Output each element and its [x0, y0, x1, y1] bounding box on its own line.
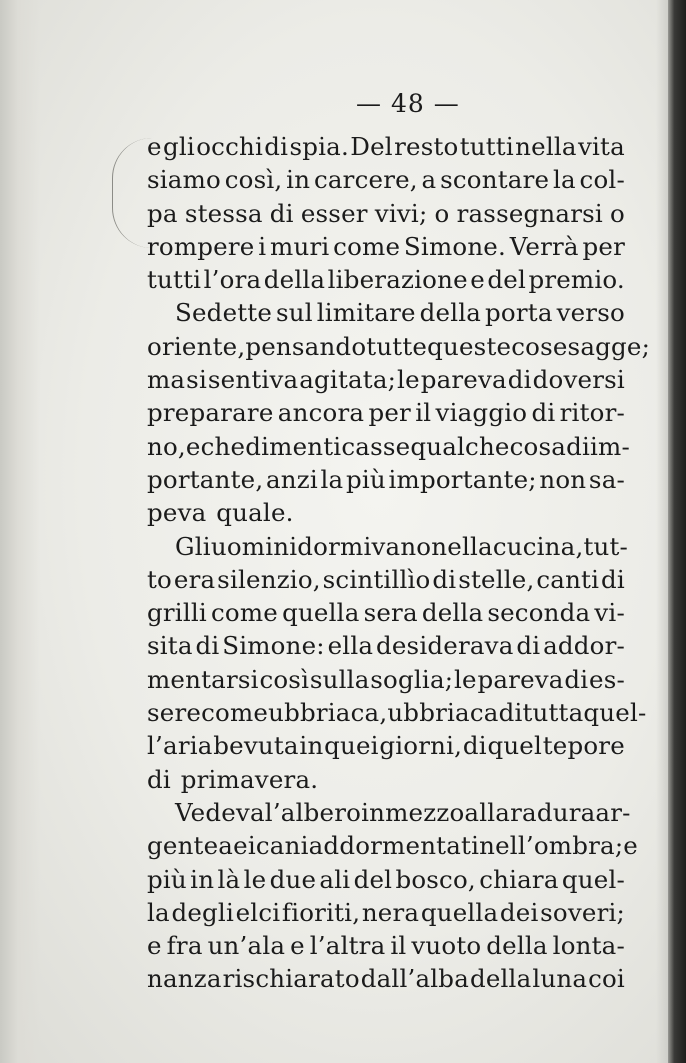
text-line: [147, 729, 625, 762]
text-word: di: [432, 564, 457, 594]
text-word: i: [258, 231, 267, 261]
text-word: il: [415, 398, 432, 428]
text-word: e: [185, 431, 201, 461]
text-word: le: [243, 864, 267, 894]
text-word: viaggio: [435, 398, 528, 428]
text-word: qualche: [410, 431, 510, 461]
text-word: peva: [147, 498, 207, 528]
text-word: premio.: [528, 265, 625, 295]
text-word: gli: [162, 132, 195, 161]
text-line: [147, 197, 625, 230]
page-edge: [668, 0, 686, 1063]
text-word: chiara: [479, 864, 559, 894]
text-word: e: [147, 931, 162, 961]
text-word: scontare: [440, 165, 550, 195]
text-word: fra: [166, 931, 203, 961]
text-line: [147, 130, 625, 163]
text-line: [147, 563, 625, 596]
text-word: Simone:: [222, 631, 325, 661]
text-word: seconda: [487, 598, 591, 628]
text-word: limitare: [316, 298, 416, 328]
text-word: addor-: [543, 631, 625, 661]
text-word: portante,: [147, 464, 264, 494]
text-word: vuoto: [411, 931, 482, 961]
text-word: mentarsi: [147, 664, 259, 694]
text-word: tutti: [147, 265, 202, 295]
text-word: Simone.: [403, 231, 506, 261]
text-word: che: [200, 431, 246, 461]
text-word: esser: [300, 198, 368, 228]
text-word: nanza: [147, 964, 222, 994]
text-word: di: [195, 631, 220, 661]
text-word: si: [186, 365, 207, 395]
text-word: radura: [510, 797, 596, 827]
text-word: fioriti,: [281, 897, 361, 927]
text-word: di: [516, 631, 541, 661]
text-word: due: [269, 864, 317, 894]
text-word: i: [247, 831, 256, 861]
text-word: siamo: [147, 165, 221, 195]
text-word: per: [368, 398, 411, 428]
text-word: un’ala: [207, 931, 286, 961]
text-word: cani: [255, 831, 309, 861]
text-line: [147, 663, 625, 696]
text-word: ubbriaca,: [268, 698, 388, 728]
text-word: es-: [589, 664, 625, 694]
text-line: [147, 863, 625, 896]
text-word: mezzo: [385, 797, 465, 827]
text-word: dormivano: [297, 531, 432, 561]
page-gutter-shadow: [0, 0, 40, 1063]
page-edge-shade: [656, 0, 668, 1063]
text-word: carcere,: [313, 165, 418, 195]
text-word: scintillìo: [322, 564, 431, 594]
text-word: spia.: [289, 132, 349, 161]
text-word: sul: [275, 298, 313, 328]
text-word: come: [211, 598, 279, 628]
text-word: rompere: [147, 231, 255, 261]
text-line: [147, 296, 625, 329]
text-word: degli: [171, 897, 234, 927]
text-word: preparare: [147, 398, 274, 428]
text-line: [147, 962, 625, 995]
text-word: quel-: [561, 864, 625, 894]
text-word: sentiva: [207, 365, 299, 395]
text-word: rassegnarsi: [456, 198, 603, 228]
text-word: pa: [147, 198, 178, 228]
text-word: la: [552, 165, 576, 195]
text-word: di: [147, 764, 171, 794]
text-word: cucina,: [492, 531, 584, 561]
text-line: [147, 530, 629, 563]
text-word: e: [147, 132, 162, 161]
text-word: primavera.: [180, 764, 319, 794]
text-word: la: [320, 464, 344, 494]
text-word: sita: [147, 631, 193, 661]
text-word: sere: [147, 698, 202, 728]
text-word: muri: [270, 231, 330, 261]
text-word: dimenticasse: [245, 431, 411, 461]
text-word: nella: [515, 132, 577, 161]
text-word: quei: [324, 731, 379, 761]
text-word: o: [610, 198, 625, 228]
text-word: tutta: [522, 698, 584, 728]
text-line: [147, 330, 651, 363]
text-word: l’ora: [203, 265, 262, 295]
text-word: era: [173, 564, 216, 594]
text-word: o: [434, 198, 450, 228]
text-line: [147, 430, 630, 463]
text-word: rischiarato: [222, 964, 360, 994]
text-word: Vedeva: [175, 797, 265, 827]
text-word: del: [487, 265, 526, 295]
text-word: anzi: [265, 464, 318, 494]
text-word: quella: [420, 897, 499, 927]
text-word: tutte: [366, 331, 428, 361]
text-word: porta: [485, 298, 553, 328]
text-word: per: [582, 231, 625, 261]
text-word: a: [421, 165, 437, 195]
text-word: l’albero: [264, 797, 362, 827]
text-word: Gli: [175, 531, 211, 561]
text-word: quella: [282, 598, 360, 628]
text-word: coi: [588, 964, 625, 994]
text-word: im-: [590, 431, 630, 461]
text-word: dall’alba: [360, 964, 470, 994]
text-word: più: [345, 464, 386, 494]
text-word: pareva: [477, 664, 564, 694]
text-word: l’altra: [309, 931, 386, 961]
text-line: [147, 363, 625, 396]
text-word: di: [507, 365, 532, 395]
text-word: col-: [579, 165, 625, 195]
text-word: nera: [361, 897, 420, 927]
text-word: vi-: [594, 598, 625, 628]
text-line: [147, 929, 625, 962]
text-word: bevuta: [213, 731, 299, 761]
text-word: le: [397, 365, 420, 395]
text-word: canti: [536, 564, 600, 594]
text-word: di: [264, 132, 289, 161]
text-word: di: [601, 564, 625, 594]
text-line: [147, 629, 625, 662]
text-word: e: [290, 931, 305, 961]
text-word: cosa: [509, 431, 567, 461]
text-word: del: [353, 864, 393, 894]
text-word: ancora: [277, 398, 365, 428]
text-word: in: [286, 165, 311, 195]
text-line: [147, 463, 625, 496]
text-word: occhi: [196, 132, 264, 161]
text-word: nella: [431, 531, 493, 561]
text-word: elci: [235, 897, 281, 927]
text-word: la: [147, 897, 170, 927]
text-word: grilli: [147, 598, 207, 628]
text-word: là: [217, 864, 241, 894]
text-word: di: [566, 431, 591, 461]
text-word: sera: [363, 598, 418, 628]
text-word: queste: [427, 331, 512, 361]
text-word: bosco,: [395, 864, 476, 894]
text-word: importante;: [388, 464, 537, 494]
text-word: sa-: [588, 464, 625, 494]
text-word: di: [462, 731, 487, 761]
text-word: gentea: [147, 831, 234, 861]
text-word: ar-: [595, 797, 631, 827]
text-word: alla: [464, 797, 511, 827]
text-word: nell’ombra;: [479, 831, 624, 861]
text-word: uomini: [210, 531, 298, 561]
text-word: quel: [487, 731, 543, 761]
text-word: dei: [499, 897, 539, 927]
text-word: oriente,: [147, 331, 246, 361]
text-word: della: [421, 598, 484, 628]
text-line: [147, 796, 631, 829]
text-word: tepore: [542, 731, 625, 761]
text-word: doversi: [532, 365, 625, 395]
text-word: sagge;: [567, 331, 651, 361]
text-word: agitata;: [299, 365, 397, 395]
text-word: così,: [224, 165, 283, 195]
text-line: [147, 263, 625, 296]
text-word: di: [531, 398, 556, 428]
text-word: soveri;: [540, 897, 625, 927]
text-line: [147, 763, 625, 796]
text-word: il: [390, 931, 407, 961]
text-line: [147, 696, 647, 729]
text-word: addormentati: [308, 831, 480, 861]
text-word: no,: [147, 431, 186, 461]
text-word: quale.: [216, 498, 294, 528]
text-word: in: [361, 797, 386, 827]
text-word: Verrà: [509, 231, 579, 261]
text-word: lonta-: [552, 931, 625, 961]
text-word: non: [539, 464, 587, 494]
text-word: silenzio,: [217, 564, 321, 594]
text-word: stelle,: [458, 564, 535, 594]
text-word: in: [190, 864, 215, 894]
text-word: di: [498, 698, 523, 728]
text-word: e: [470, 265, 485, 295]
text-word: della: [469, 964, 532, 994]
text-line: [147, 163, 625, 196]
text-word: ella: [327, 631, 374, 661]
text-word: e: [623, 831, 638, 861]
text-word: come: [201, 698, 269, 728]
text-word: desiderava: [375, 631, 514, 661]
text-word: di: [564, 664, 589, 694]
page-number: — 48 —: [356, 89, 460, 118]
text-word: così: [259, 664, 310, 694]
body-text: [147, 130, 651, 996]
text-word: in: [299, 731, 324, 761]
text-word: vivi;: [374, 198, 428, 228]
text-word: stessa: [184, 198, 263, 228]
text-word: to: [147, 564, 172, 594]
text-word: resto: [394, 132, 459, 161]
text-word: soglia;: [370, 664, 454, 694]
text-word: come: [333, 231, 401, 261]
text-word: di: [269, 198, 294, 228]
text-word: pareva: [420, 365, 507, 395]
text-word: più: [147, 864, 187, 894]
text-word: Sedette: [175, 298, 273, 328]
text-line: [147, 596, 625, 629]
text-word: ali: [319, 864, 351, 894]
text-word: luna: [532, 964, 588, 994]
text-word: della: [263, 265, 326, 295]
text-word: giorni,: [379, 731, 463, 761]
text-word: tut-: [583, 531, 629, 561]
text-line: [147, 496, 625, 529]
text-word: ma: [147, 365, 186, 395]
text-word: liberazione: [327, 265, 468, 295]
text-word: cose: [511, 331, 568, 361]
text-word: Del: [350, 132, 393, 161]
text-word: vita: [577, 132, 625, 161]
text-word: ritor-: [559, 398, 625, 428]
text-line: [147, 829, 638, 862]
text-line: [147, 230, 625, 263]
text-word: l’aria: [147, 731, 213, 761]
text-word: tutti: [459, 132, 514, 161]
text-line: [147, 896, 625, 929]
text-line: [147, 396, 625, 429]
text-word: e: [233, 831, 248, 861]
text-word: pensando: [245, 331, 367, 361]
text-word: quel-: [583, 698, 647, 728]
text-word: della: [419, 298, 482, 328]
text-word: della: [486, 931, 548, 961]
text-word: ubbriaca: [387, 698, 499, 728]
text-word: sulla: [309, 664, 370, 694]
text-word: verso: [556, 298, 625, 328]
text-word: le: [453, 664, 477, 694]
